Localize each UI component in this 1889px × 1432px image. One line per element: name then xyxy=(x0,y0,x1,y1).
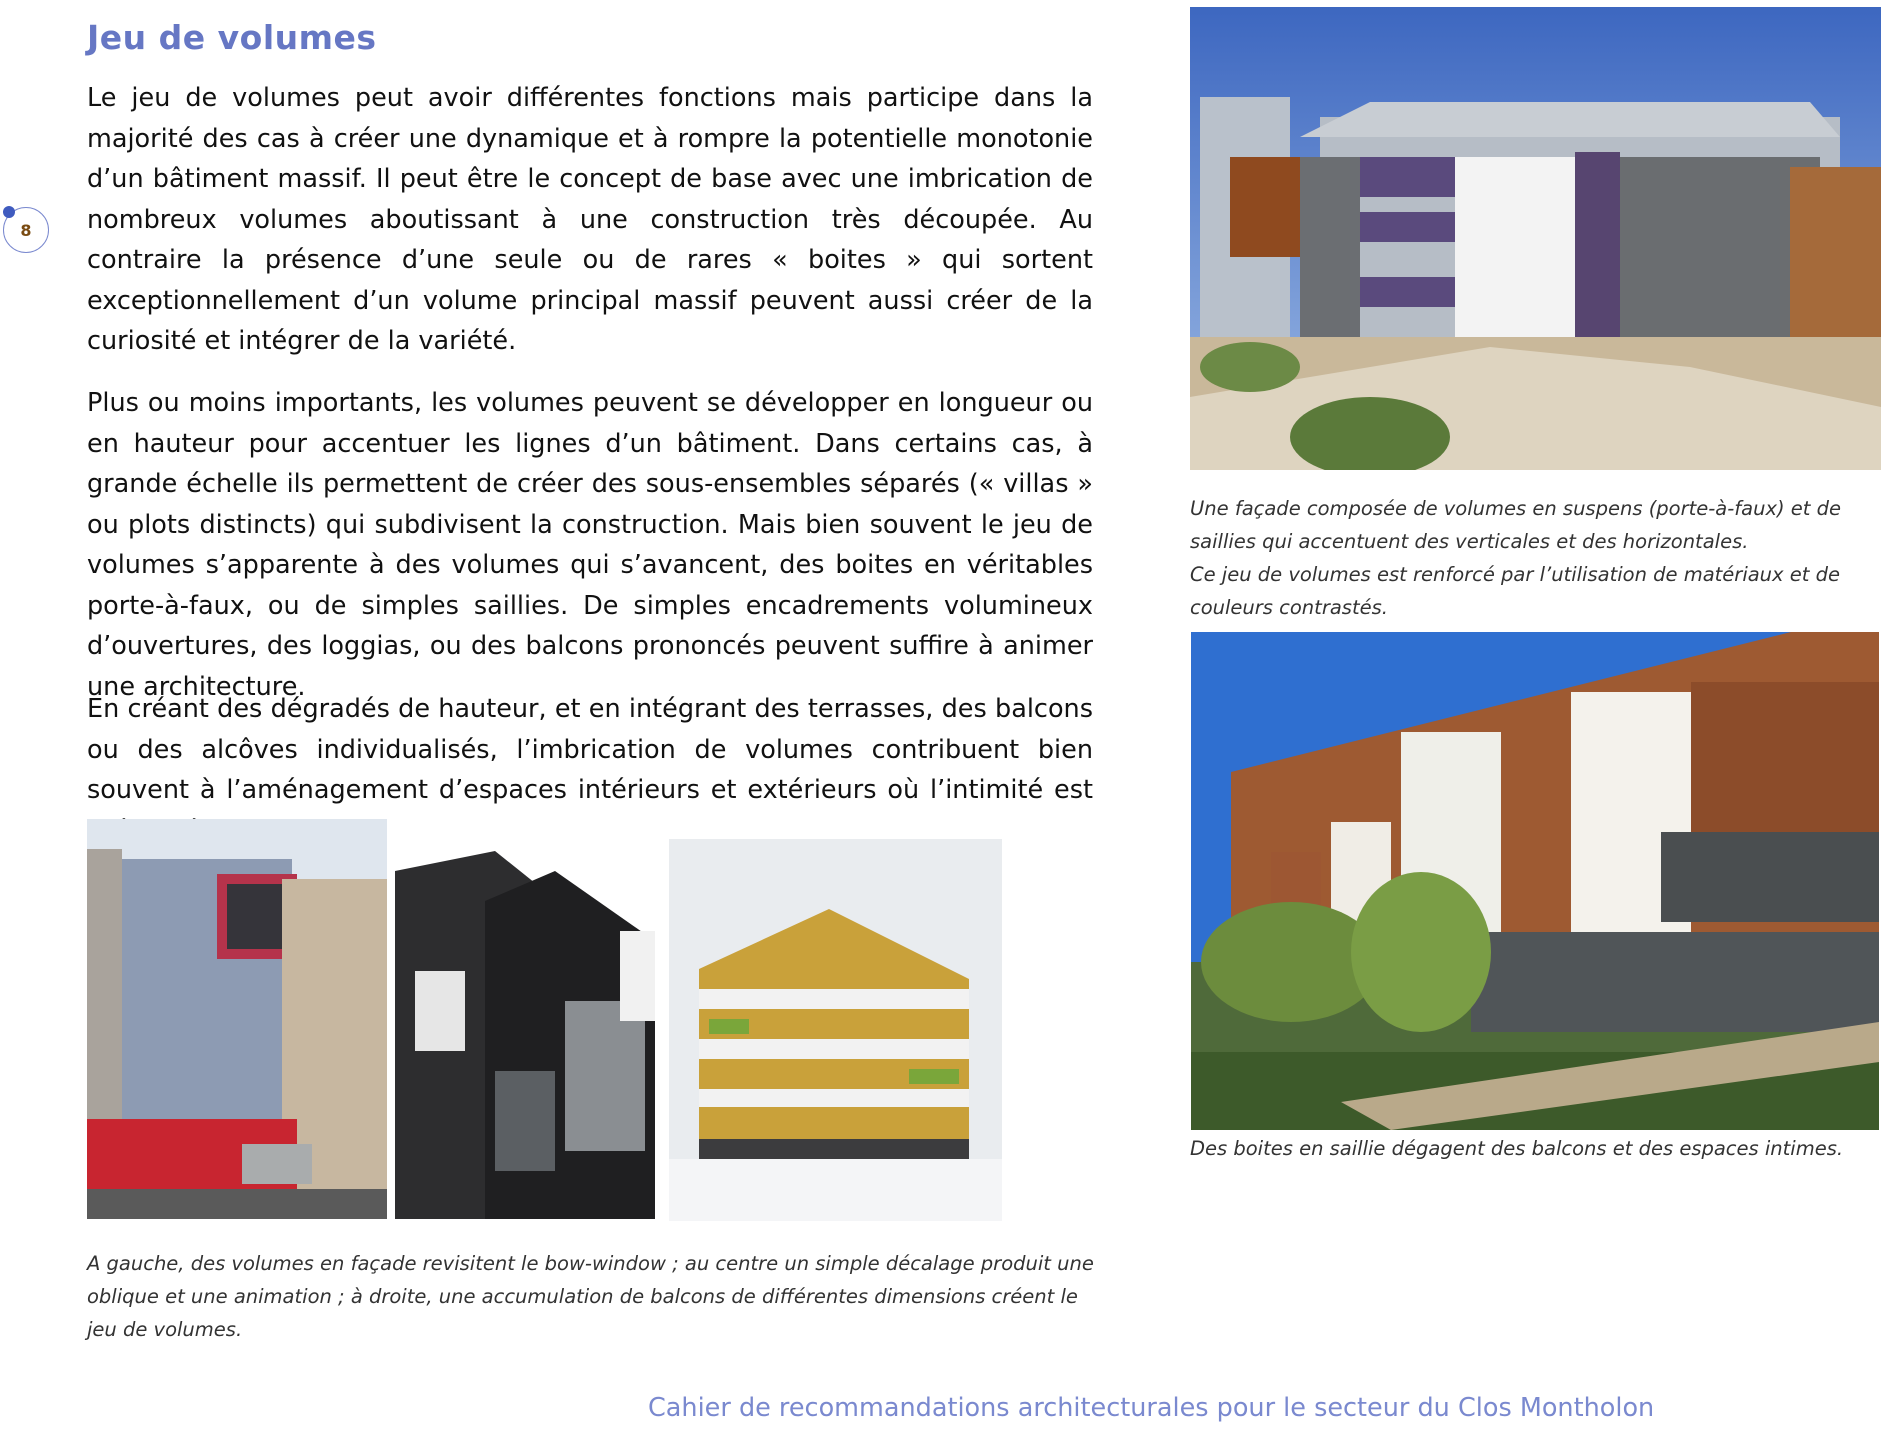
footer-title: Cahier de recommandations architecturales pour le secteur du Clos Montholon xyxy=(648,1393,1655,1423)
photo-bow-window-building xyxy=(87,819,387,1219)
page-number-dot xyxy=(3,206,15,218)
body-paragraph-1: Le jeu de volumes peut avoir différentes fonctions mais participe dans la majorité des cas à créer une dynamique et à rompre la potentielle monotonie d’un bâtiment massif. Il peut être le concept de base avec une imbrication de nombreux volumes aboutissant à une construction très découpée. Au contraire la présence d’une seule ou de rares « boites » qui sortent exceptionnellement d’un volume principal massif peuvent aussi créer de la curiosité et intégrer de la variété. xyxy=(87,83,1093,356)
caption-top-right-line-2: Ce jeu de volumes est renforcé par l’utilisation de matériaux et de couleurs contrastés. xyxy=(1190,563,1840,619)
caption-top-right-line-1: Une façade composée de volumes en suspens (porte-à-faux) et de saillies qui accentuent des verticales et des horizontales. xyxy=(1190,497,1842,553)
body-paragraph-3: En créant des dégradés de hauteur, et en intégrant des terrasses, des balcons ou des alcôves individualisés, l’imbrication de volumes contribuent bien souvent à l’aménagement d’espaces intérieurs et extérieurs où l’intimité est xyxy=(87,694,1093,805)
page-number: 8 xyxy=(20,220,32,240)
photo-facade-colored-volumes xyxy=(1190,7,1881,470)
photo-dark-offset-building xyxy=(395,851,655,1219)
photo-yellow-balconies-building xyxy=(669,839,1002,1221)
photo-wood-boxes-facade xyxy=(1191,632,1879,1130)
body-paragraph-2: Plus ou moins importants, les volumes peuvent se développer en longueur ou en hauteur pour accentuer les lignes d’un bâtiment. Dans certains cas, à grande échelle ils permettent de créer des sous-ensembles séparés (« villas » ou plots distincts) qui subdivisent la construction. Mais bien souvent le jeu de volumes s’apparente à des volumes qui s’avancent, des boites en véritables porte-à-faux, ou de simples saillies. De simples encadrements volumineux d’ouvertures, des loggias, ou des balcons prononcés peuvent suffire à animer une architecture. xyxy=(87,388,1093,702)
page-title: Jeu de volumes xyxy=(87,18,377,57)
caption-bottom-right-photo: Des boites en saillie dégagent des balcons et des espaces intimes. xyxy=(1190,1137,1844,1160)
caption-top-right-photo xyxy=(1190,492,1880,624)
caption-bottom-photos: A gauche, des volumes en façade revisitent le bow-window ; au centre un simple décalage produit une oblique et une animation ; à droite, une accumulation de balcons de différentes dimensions créent le jeu de volumes. xyxy=(87,1252,1094,1341)
